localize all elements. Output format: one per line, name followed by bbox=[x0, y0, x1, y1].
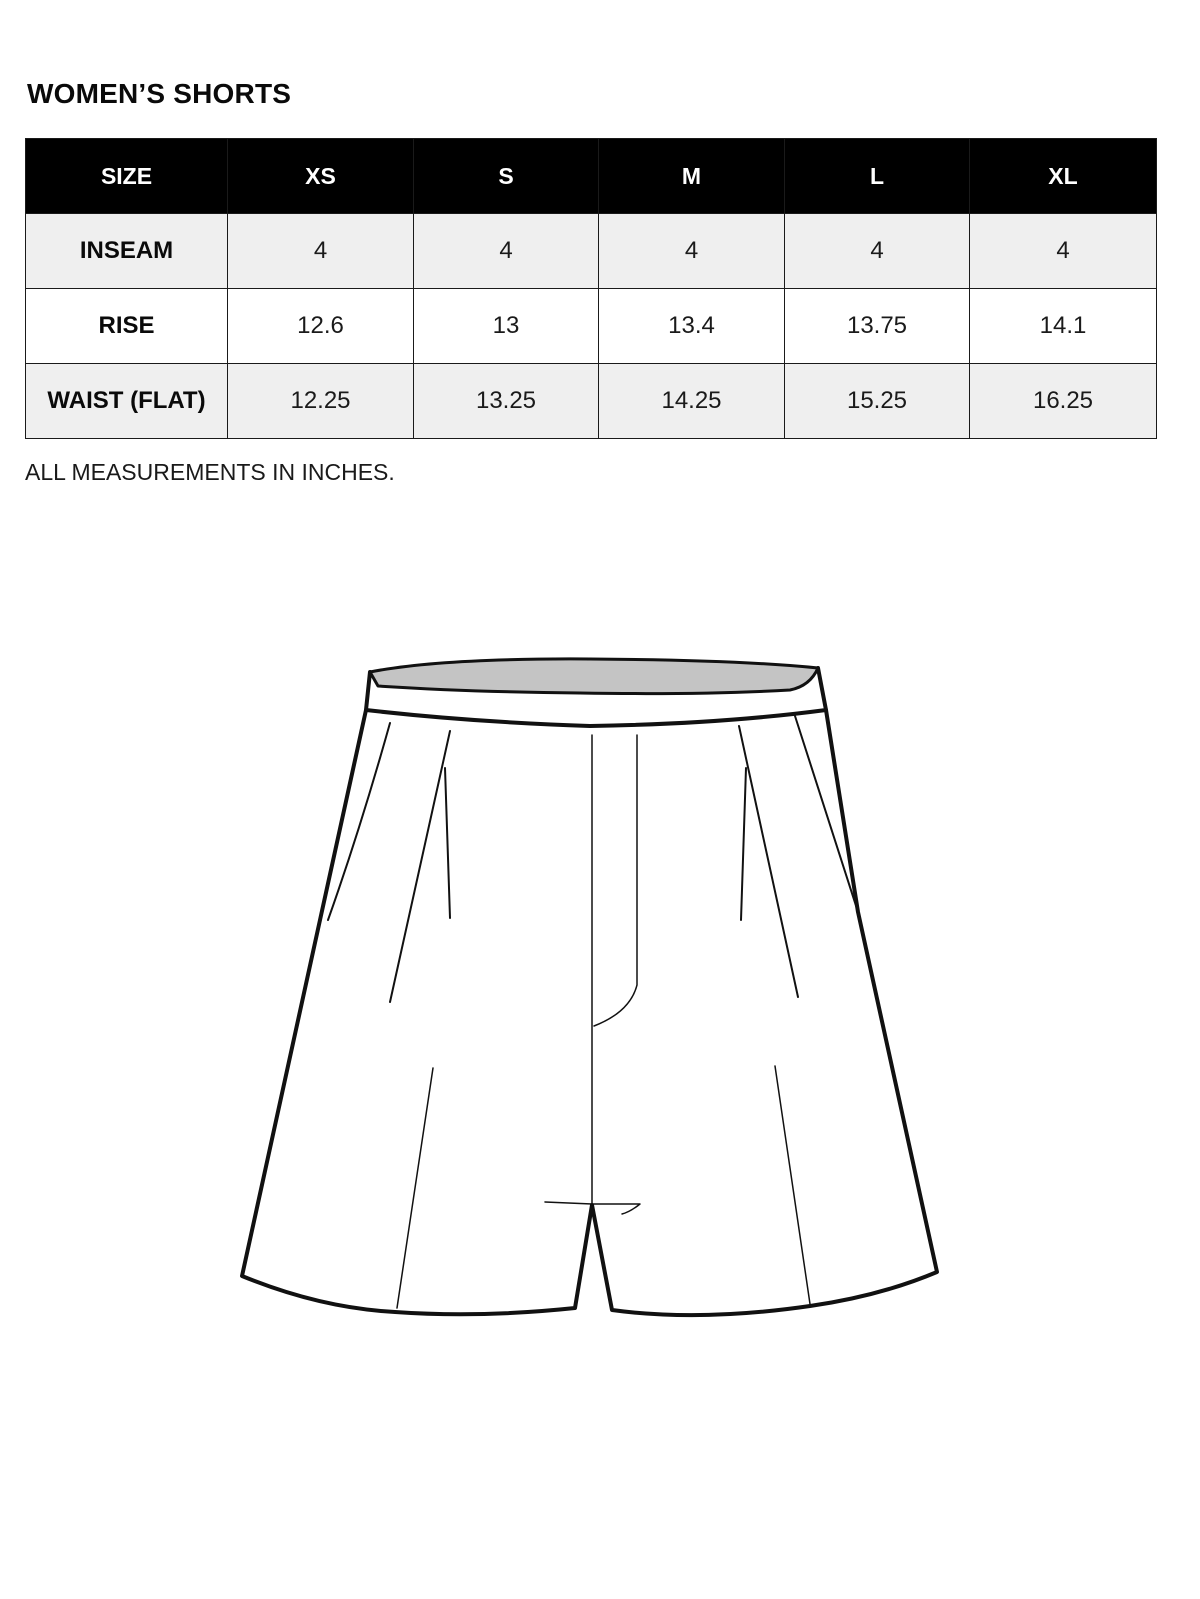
table-cell: 13.25 bbox=[414, 364, 599, 439]
page-title: WOMEN’S SHORTS bbox=[27, 78, 292, 109]
fly-stitch bbox=[594, 735, 637, 1026]
row-label-waist: WAIST (FLAT) bbox=[26, 364, 228, 439]
left-pocket-line bbox=[328, 723, 390, 920]
table-cell: 16.25 bbox=[970, 364, 1157, 439]
table-cell: 4 bbox=[414, 214, 599, 289]
waistband-opening bbox=[370, 659, 818, 694]
row-label-rise: RISE bbox=[26, 289, 228, 364]
left-leg-crease bbox=[397, 1068, 433, 1308]
table-cell: 12.6 bbox=[228, 289, 414, 364]
table-cell: 13.75 bbox=[785, 289, 970, 364]
header-cell-xs: XS bbox=[228, 139, 414, 214]
right-leg-crease bbox=[775, 1066, 810, 1304]
table-cell: 13 bbox=[414, 289, 599, 364]
right-pocket-line bbox=[795, 716, 858, 912]
shorts-outline bbox=[242, 710, 937, 1315]
table-cell: 15.25 bbox=[785, 364, 970, 439]
table-cell: 14.1 bbox=[970, 289, 1157, 364]
table-cell: 4 bbox=[228, 214, 414, 289]
header-cell-m: M bbox=[599, 139, 785, 214]
table-cell: 4 bbox=[970, 214, 1157, 289]
header-cell-s: S bbox=[414, 139, 599, 214]
table-cell: 13.4 bbox=[599, 289, 785, 364]
header-cell-l: L bbox=[785, 139, 970, 214]
header-cell-size: SIZE bbox=[26, 139, 228, 214]
right-pleat-inner bbox=[741, 768, 746, 920]
left-pleat-outer bbox=[390, 731, 450, 1002]
measurement-note: ALL MEASUREMENTS IN INCHES. bbox=[25, 459, 395, 485]
row-label-inseam: INSEAM bbox=[26, 214, 228, 289]
table-cell: 4 bbox=[599, 214, 785, 289]
left-pleat-inner bbox=[445, 768, 450, 918]
table-cell: 12.25 bbox=[228, 364, 414, 439]
table-cell: 4 bbox=[785, 214, 970, 289]
right-pleat-outer bbox=[739, 726, 798, 997]
header-cell-xl: XL bbox=[970, 139, 1157, 214]
table-cell: 14.25 bbox=[599, 364, 785, 439]
